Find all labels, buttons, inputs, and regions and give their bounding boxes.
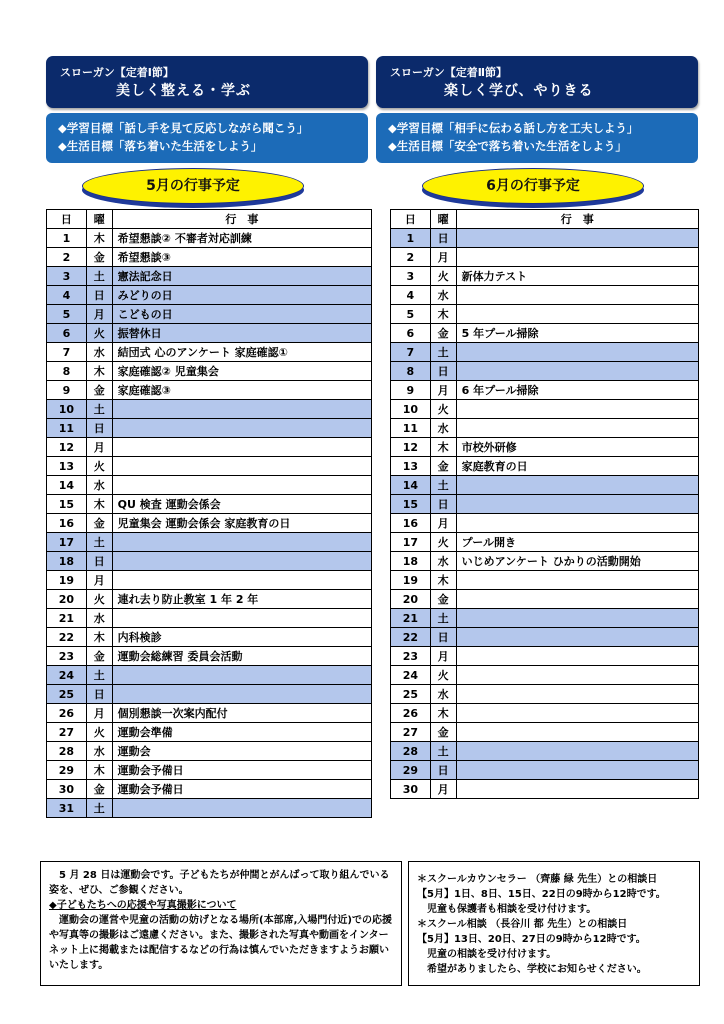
table-row bbox=[391, 590, 699, 609]
event-cell bbox=[456, 419, 698, 438]
day-cell: 21 bbox=[47, 609, 87, 628]
table-row bbox=[391, 229, 699, 248]
day-cell: 25 bbox=[391, 685, 431, 704]
event-cell bbox=[456, 229, 698, 248]
table-row bbox=[391, 267, 699, 286]
event-cell: 個別懇談一次案内配付 bbox=[112, 704, 371, 723]
weekday-cell: 月 bbox=[430, 647, 456, 666]
event-cell bbox=[456, 514, 698, 533]
day-cell: 26 bbox=[391, 704, 431, 723]
table-row bbox=[47, 742, 372, 761]
day-cell: 23 bbox=[391, 647, 431, 666]
event-cell: 5 年プール掃除 bbox=[456, 324, 698, 343]
day-cell: 17 bbox=[391, 533, 431, 552]
table-row bbox=[47, 362, 372, 381]
table-row bbox=[47, 533, 372, 552]
table-row bbox=[391, 248, 699, 267]
day-cell: 3 bbox=[391, 267, 431, 286]
event-cell: プール開き bbox=[456, 533, 698, 552]
weekday-cell: 月 bbox=[430, 514, 456, 533]
event-cell: 運動会予備日 bbox=[112, 780, 371, 799]
goal-study: ◆学習目標「話し手を見て反応しながら聞こう」 bbox=[58, 121, 309, 135]
day-cell: 6 bbox=[391, 324, 431, 343]
table-row bbox=[391, 609, 699, 628]
day-cell: 31 bbox=[47, 799, 87, 818]
table-row bbox=[391, 761, 699, 780]
table-row bbox=[391, 780, 699, 799]
event-cell: いじめアンケート ひかりの活動開始 bbox=[456, 552, 698, 571]
table-row bbox=[47, 685, 372, 704]
event-cell bbox=[112, 799, 371, 818]
event-cell bbox=[456, 343, 698, 362]
weekday-cell: 木 bbox=[86, 628, 112, 647]
table-row bbox=[47, 571, 372, 590]
note-line: 【5月】13日、20日、27日の9時から12時です。 bbox=[417, 934, 646, 945]
event-cell bbox=[456, 476, 698, 495]
day-cell: 7 bbox=[47, 343, 87, 362]
event-cell: 家庭教育の日 bbox=[456, 457, 698, 476]
weekday-cell: 日 bbox=[430, 362, 456, 381]
slogan-left bbox=[46, 56, 368, 108]
table-row bbox=[391, 286, 699, 305]
table-row bbox=[391, 400, 699, 419]
note-text: 運動会の運営や児童の活動の妨げとなる場所(本部席,入場門付近)での応援や写真等の撮影はご遠慮ください。また、撮影された写真や動画をインターネット上に掲載または配信するなどの行為は慎んでいただきますようお願いいたします。 bbox=[49, 915, 392, 971]
note-line: ＊スクールカウンセラー （齊藤 緑 先生）との相談日 bbox=[417, 874, 658, 885]
event-cell: みどりの日 bbox=[112, 286, 371, 305]
table-row bbox=[391, 457, 699, 476]
weekday-cell: 日 bbox=[430, 229, 456, 248]
weekday-cell: 木 bbox=[430, 305, 456, 324]
day-cell: 7 bbox=[391, 343, 431, 362]
event-cell bbox=[456, 628, 698, 647]
event-cell bbox=[456, 571, 698, 590]
day-cell: 29 bbox=[391, 761, 431, 780]
event-cell bbox=[112, 438, 371, 457]
table-row bbox=[391, 647, 699, 666]
day-cell: 19 bbox=[47, 571, 87, 590]
event-cell bbox=[112, 400, 371, 419]
slogan-right bbox=[376, 56, 698, 108]
day-cell: 1 bbox=[47, 229, 87, 248]
day-cell: 22 bbox=[391, 628, 431, 647]
day-cell: 2 bbox=[47, 248, 87, 267]
banner-june: 6月の行事予定 bbox=[422, 168, 644, 204]
weekday-cell: 木 bbox=[86, 761, 112, 780]
note-line: 児童も保護者も相談を受け付けます。 bbox=[417, 904, 597, 915]
event-cell bbox=[456, 248, 698, 267]
day-cell: 15 bbox=[391, 495, 431, 514]
day-cell: 13 bbox=[47, 457, 87, 476]
weekday-cell: 水 bbox=[430, 552, 456, 571]
table-row bbox=[47, 324, 372, 343]
note-sports-day bbox=[40, 861, 402, 986]
weekday-cell: 金 bbox=[86, 381, 112, 400]
header-weekday: 曜 bbox=[430, 210, 456, 229]
event-cell bbox=[456, 723, 698, 742]
day-cell: 28 bbox=[47, 742, 87, 761]
note-line: ＊スクール相談 （長谷川 都 先生）との相談日 bbox=[417, 919, 628, 930]
day-cell: 23 bbox=[47, 647, 87, 666]
table-row bbox=[391, 305, 699, 324]
day-cell: 16 bbox=[391, 514, 431, 533]
event-cell bbox=[456, 647, 698, 666]
event-cell bbox=[456, 305, 698, 324]
table-row bbox=[47, 723, 372, 742]
table-row bbox=[391, 381, 699, 400]
table-row bbox=[47, 381, 372, 400]
weekday-cell: 月 bbox=[86, 704, 112, 723]
banner-may: 5月の行事予定 bbox=[82, 168, 304, 204]
table-row bbox=[47, 248, 372, 267]
table-row bbox=[391, 723, 699, 742]
weekday-cell: 水 bbox=[86, 343, 112, 362]
weekday-cell: 水 bbox=[430, 286, 456, 305]
june-schedule-table bbox=[390, 209, 699, 799]
weekday-cell: 日 bbox=[430, 495, 456, 514]
weekday-cell: 木 bbox=[430, 438, 456, 457]
table-header bbox=[391, 210, 699, 229]
weekday-cell: 木 bbox=[86, 495, 112, 514]
note-line: 【5月】1日、8日、15日、22日の9時から12時です。 bbox=[417, 889, 666, 900]
header-weekday: 曜 bbox=[86, 210, 112, 229]
event-cell: QU 検査 運動会係会 bbox=[112, 495, 371, 514]
table-row bbox=[391, 742, 699, 761]
day-cell: 14 bbox=[47, 476, 87, 495]
table-row bbox=[47, 609, 372, 628]
weekday-cell: 火 bbox=[430, 666, 456, 685]
event-cell bbox=[112, 666, 371, 685]
weekday-cell: 土 bbox=[430, 609, 456, 628]
event-cell bbox=[456, 609, 698, 628]
weekday-cell: 日 bbox=[86, 685, 112, 704]
weekday-cell: 木 bbox=[86, 229, 112, 248]
header-day: 日 bbox=[47, 210, 87, 229]
day-cell: 3 bbox=[47, 267, 87, 286]
event-cell: 内科検診 bbox=[112, 628, 371, 647]
header-event: 行 事 bbox=[456, 210, 698, 229]
header-day: 日 bbox=[391, 210, 431, 229]
weekday-cell: 土 bbox=[86, 533, 112, 552]
slogan-label: スローガン【定着Ⅰ節】 bbox=[60, 66, 174, 79]
event-cell: 振替休日 bbox=[112, 324, 371, 343]
day-cell: 26 bbox=[47, 704, 87, 723]
day-cell: 21 bbox=[391, 609, 431, 628]
weekday-cell: 日 bbox=[86, 552, 112, 571]
event-cell: 連れ去り防止教室 1 年 2 年 bbox=[112, 590, 371, 609]
day-cell: 8 bbox=[391, 362, 431, 381]
weekday-cell: 日 bbox=[430, 628, 456, 647]
day-cell: 18 bbox=[391, 552, 431, 571]
weekday-cell: 土 bbox=[86, 799, 112, 818]
event-cell bbox=[112, 457, 371, 476]
table-row bbox=[391, 552, 699, 571]
day-cell: 19 bbox=[391, 571, 431, 590]
day-cell: 2 bbox=[391, 248, 431, 267]
event-cell bbox=[456, 761, 698, 780]
weekday-cell: 金 bbox=[86, 647, 112, 666]
event-cell bbox=[112, 609, 371, 628]
day-cell: 9 bbox=[391, 381, 431, 400]
table-row bbox=[47, 761, 372, 780]
slogan-text: 楽しく学び、やりきる bbox=[444, 83, 594, 99]
event-cell bbox=[112, 571, 371, 590]
weekday-cell: 木 bbox=[430, 704, 456, 723]
slogan-text: 美しく整える・学ぶ bbox=[116, 83, 251, 99]
day-cell: 27 bbox=[391, 723, 431, 742]
weekday-cell: 土 bbox=[430, 742, 456, 761]
weekday-cell: 土 bbox=[430, 476, 456, 495]
weekday-cell: 月 bbox=[86, 438, 112, 457]
event-cell bbox=[456, 666, 698, 685]
day-cell: 20 bbox=[47, 590, 87, 609]
day-cell: 22 bbox=[47, 628, 87, 647]
table-row bbox=[47, 514, 372, 533]
table-row bbox=[391, 362, 699, 381]
weekday-cell: 月 bbox=[430, 381, 456, 400]
day-cell: 12 bbox=[391, 438, 431, 457]
weekday-cell: 水 bbox=[86, 609, 112, 628]
event-cell bbox=[456, 362, 698, 381]
event-cell: 憲法記念日 bbox=[112, 267, 371, 286]
day-cell: 30 bbox=[391, 780, 431, 799]
table-row bbox=[47, 229, 372, 248]
note-line: 児童の相談を受け付けます。 bbox=[417, 949, 557, 960]
event-cell: 市校外研修 bbox=[456, 438, 698, 457]
day-cell: 25 bbox=[47, 685, 87, 704]
weekday-cell: 月 bbox=[86, 305, 112, 324]
day-cell: 28 bbox=[391, 742, 431, 761]
weekday-cell: 金 bbox=[430, 723, 456, 742]
event-cell bbox=[112, 552, 371, 571]
weekday-cell: 土 bbox=[86, 400, 112, 419]
note-line: 希望がありましたら、学校にお知らせください。 bbox=[417, 964, 647, 975]
day-cell: 1 bbox=[391, 229, 431, 248]
day-cell: 16 bbox=[47, 514, 87, 533]
table-row bbox=[391, 533, 699, 552]
table-row bbox=[391, 438, 699, 457]
event-cell bbox=[456, 495, 698, 514]
weekday-cell: 土 bbox=[86, 267, 112, 286]
day-cell: 4 bbox=[391, 286, 431, 305]
weekday-cell: 金 bbox=[86, 248, 112, 267]
goal-study: ◆学習目標「相手に伝わる話し方を工夫しよう」 bbox=[388, 121, 639, 135]
goals-left bbox=[46, 113, 368, 163]
weekday-cell: 火 bbox=[86, 457, 112, 476]
day-cell: 14 bbox=[391, 476, 431, 495]
weekday-cell: 土 bbox=[86, 666, 112, 685]
weekday-cell: 水 bbox=[86, 742, 112, 761]
day-cell: 15 bbox=[47, 495, 87, 514]
event-cell: 家庭確認② 児童集会 bbox=[112, 362, 371, 381]
weekday-cell: 月 bbox=[430, 780, 456, 799]
day-cell: 20 bbox=[391, 590, 431, 609]
day-cell: 30 bbox=[47, 780, 87, 799]
event-cell: 運動会 bbox=[112, 742, 371, 761]
weekday-cell: 火 bbox=[430, 400, 456, 419]
table-row bbox=[391, 324, 699, 343]
day-cell: 13 bbox=[391, 457, 431, 476]
note-heading: ◆子どもたちへの応援や写真撮影について bbox=[49, 900, 237, 911]
weekday-cell: 日 bbox=[86, 286, 112, 305]
table-header bbox=[47, 210, 372, 229]
goal-life: ◆生活目標「落ち着いた生活をしよう」 bbox=[58, 139, 263, 153]
table-row bbox=[391, 685, 699, 704]
table-row bbox=[391, 343, 699, 362]
table-row bbox=[47, 628, 372, 647]
event-cell bbox=[456, 400, 698, 419]
day-cell: 24 bbox=[391, 666, 431, 685]
note-counseling bbox=[408, 861, 700, 986]
event-cell: 新体力テスト bbox=[456, 267, 698, 286]
event-cell: 運動会予備日 bbox=[112, 761, 371, 780]
table-row bbox=[47, 400, 372, 419]
may-schedule-table bbox=[46, 209, 372, 818]
event-cell bbox=[112, 419, 371, 438]
event-cell bbox=[112, 476, 371, 495]
weekday-cell: 火 bbox=[86, 590, 112, 609]
table-row bbox=[391, 514, 699, 533]
event-cell: 結団式 心のアンケート 家庭確認① bbox=[112, 343, 371, 362]
day-cell: 18 bbox=[47, 552, 87, 571]
weekday-cell: 木 bbox=[430, 571, 456, 590]
weekday-cell: 土 bbox=[430, 343, 456, 362]
event-cell: 6 年プール掃除 bbox=[456, 381, 698, 400]
event-cell bbox=[112, 685, 371, 704]
weekday-cell: 金 bbox=[86, 780, 112, 799]
table-row bbox=[47, 666, 372, 685]
day-cell: 9 bbox=[47, 381, 87, 400]
event-cell: 児童集会 運動会係会 家庭教育の日 bbox=[112, 514, 371, 533]
table-row bbox=[47, 799, 372, 818]
event-cell: こどもの日 bbox=[112, 305, 371, 324]
table-row bbox=[391, 628, 699, 647]
table-row bbox=[47, 552, 372, 571]
weekday-cell: 金 bbox=[86, 514, 112, 533]
weekday-cell: 火 bbox=[430, 533, 456, 552]
weekday-cell: 金 bbox=[430, 324, 456, 343]
weekday-cell: 水 bbox=[430, 685, 456, 704]
weekday-cell: 火 bbox=[86, 324, 112, 343]
table-row bbox=[47, 780, 372, 799]
day-cell: 8 bbox=[47, 362, 87, 381]
day-cell: 5 bbox=[391, 305, 431, 324]
weekday-cell: 木 bbox=[86, 362, 112, 381]
weekday-cell: 金 bbox=[430, 590, 456, 609]
table-row bbox=[47, 495, 372, 514]
event-cell bbox=[456, 704, 698, 723]
weekday-cell: 火 bbox=[430, 267, 456, 286]
weekday-cell: 月 bbox=[86, 571, 112, 590]
table-row bbox=[47, 476, 372, 495]
day-cell: 17 bbox=[47, 533, 87, 552]
day-cell: 5 bbox=[47, 305, 87, 324]
day-cell: 29 bbox=[47, 761, 87, 780]
table-row bbox=[391, 571, 699, 590]
day-cell: 11 bbox=[47, 419, 87, 438]
event-cell bbox=[456, 742, 698, 761]
table-row bbox=[47, 438, 372, 457]
weekday-cell: 日 bbox=[86, 419, 112, 438]
table-row bbox=[391, 419, 699, 438]
day-cell: 10 bbox=[47, 400, 87, 419]
event-cell bbox=[456, 590, 698, 609]
table-row bbox=[47, 343, 372, 362]
goals-right bbox=[376, 113, 698, 163]
table-row bbox=[47, 457, 372, 476]
event-cell bbox=[456, 286, 698, 305]
goal-life: ◆生活目標「安全で落ち着いた生活をしよう」 bbox=[388, 139, 627, 153]
event-cell: 運動会準備 bbox=[112, 723, 371, 742]
event-cell bbox=[456, 685, 698, 704]
day-cell: 10 bbox=[391, 400, 431, 419]
table-row bbox=[47, 704, 372, 723]
table-row bbox=[391, 704, 699, 723]
note-text: 5 月 28 日は運動会です。子どもたちが仲間とがんばって取り組んでいる姿を、ぜひ、ご参観ください。 bbox=[49, 870, 390, 896]
day-cell: 6 bbox=[47, 324, 87, 343]
weekday-cell: 月 bbox=[430, 248, 456, 267]
table-row bbox=[47, 419, 372, 438]
header-event: 行 事 bbox=[112, 210, 371, 229]
day-cell: 11 bbox=[391, 419, 431, 438]
table-row bbox=[391, 476, 699, 495]
weekday-cell: 金 bbox=[430, 457, 456, 476]
day-cell: 12 bbox=[47, 438, 87, 457]
event-cell: 希望懇談② 不審者対応訓練 bbox=[112, 229, 371, 248]
table-row bbox=[47, 267, 372, 286]
weekday-cell: 水 bbox=[430, 419, 456, 438]
day-cell: 4 bbox=[47, 286, 87, 305]
table-row bbox=[391, 495, 699, 514]
weekday-cell: 日 bbox=[430, 761, 456, 780]
slogan-label: スローガン【定着Ⅱ節】 bbox=[390, 66, 508, 79]
event-cell: 希望懇談③ bbox=[112, 248, 371, 267]
day-cell: 27 bbox=[47, 723, 87, 742]
event-cell: 運動会総練習 委員会活動 bbox=[112, 647, 371, 666]
table-row bbox=[391, 666, 699, 685]
event-cell bbox=[456, 780, 698, 799]
table-row bbox=[47, 286, 372, 305]
event-cell bbox=[112, 533, 371, 552]
table-row bbox=[47, 305, 372, 324]
day-cell: 24 bbox=[47, 666, 87, 685]
table-row bbox=[47, 590, 372, 609]
weekday-cell: 水 bbox=[86, 476, 112, 495]
event-cell: 家庭確認③ bbox=[112, 381, 371, 400]
table-row bbox=[47, 647, 372, 666]
weekday-cell: 火 bbox=[86, 723, 112, 742]
